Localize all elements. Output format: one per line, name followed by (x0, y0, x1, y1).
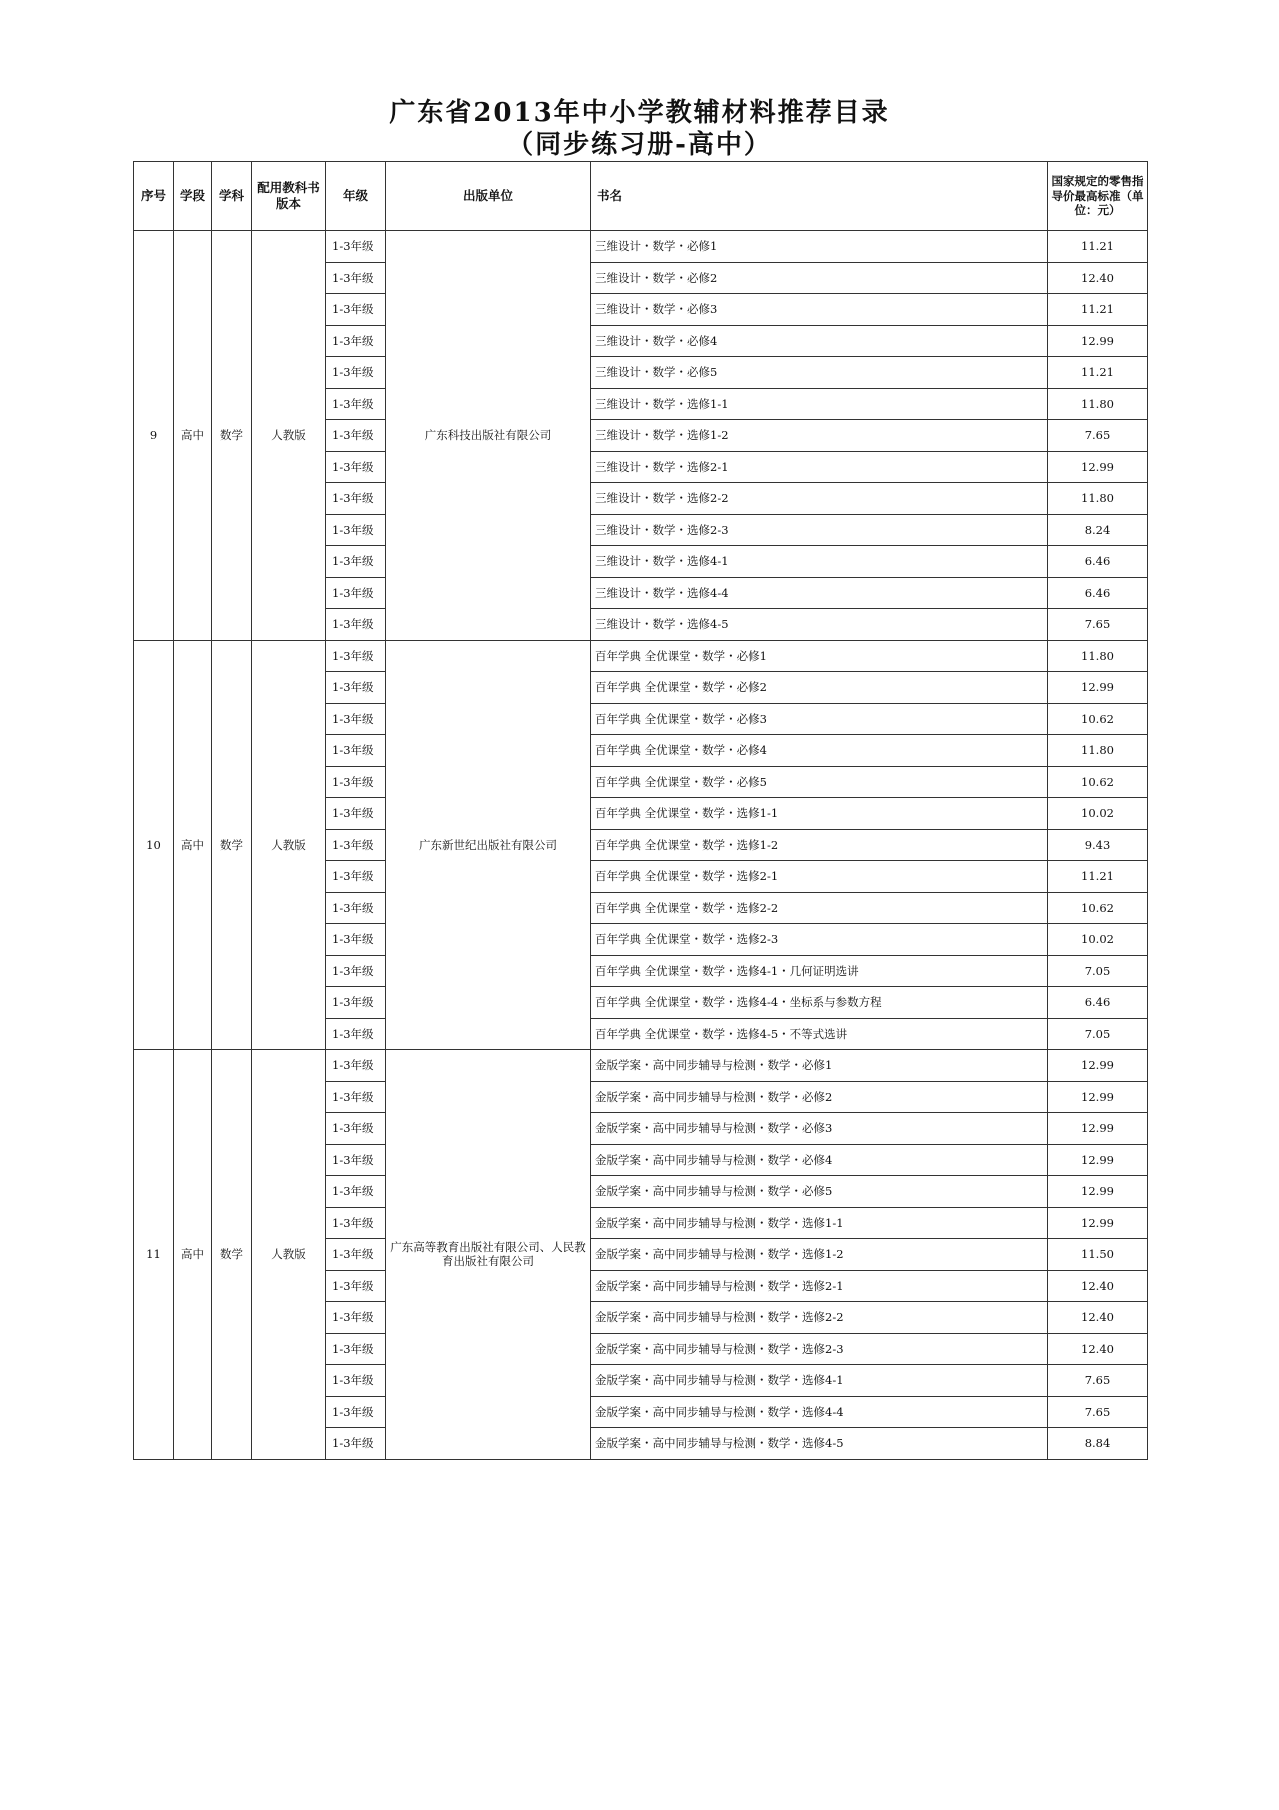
book-title-cell: 三维设计・数学・必修1 (591, 231, 1048, 263)
seq-cell: 11 (134, 1050, 174, 1460)
header-book: 书名 (591, 162, 1048, 231)
grade-cell: 1-3年级 (326, 1239, 386, 1271)
price-cell: 6.46 (1048, 546, 1148, 578)
price-cell: 6.46 (1048, 577, 1148, 609)
book-title-cell: 金版学案・高中同步辅导与检测・数学・必修1 (591, 1050, 1048, 1082)
header-seq: 序号 (134, 162, 174, 231)
book-title-cell: 百年学典 全优课堂・数学・必修5 (591, 766, 1048, 798)
grade-cell: 1-3年级 (326, 577, 386, 609)
grade-cell: 1-3年级 (326, 735, 386, 767)
grade-cell: 1-3年级 (326, 262, 386, 294)
header-publisher: 出版单位 (386, 162, 591, 231)
book-title-cell: 金版学案・高中同步辅导与检测・数学・必修2 (591, 1081, 1048, 1113)
book-title-cell: 三维设计・数学・必修2 (591, 262, 1048, 294)
grade-cell: 1-3年级 (326, 1113, 386, 1145)
grade-cell: 1-3年级 (326, 672, 386, 704)
header-edition: 配用教科书版本 (252, 162, 326, 231)
grade-cell: 1-3年级 (326, 514, 386, 546)
price-cell: 10.62 (1048, 766, 1148, 798)
book-title-cell: 金版学案・高中同步辅导与检测・数学・选修1-2 (591, 1239, 1048, 1271)
subject-cell: 数学 (212, 1050, 252, 1460)
grade-cell: 1-3年级 (326, 1081, 386, 1113)
book-title-cell: 百年学典 全优课堂・数学・选修1-2 (591, 829, 1048, 861)
grade-cell: 1-3年级 (326, 987, 386, 1019)
price-cell: 7.05 (1048, 955, 1148, 987)
book-title-cell: 百年学典 全优课堂・数学・必修1 (591, 640, 1048, 672)
price-cell: 6.46 (1048, 987, 1148, 1019)
book-title-cell: 百年学典 全优课堂・数学・选修2-2 (591, 892, 1048, 924)
price-cell: 11.21 (1048, 294, 1148, 326)
table-row (134, 1050, 1148, 1082)
book-title-cell: 百年学典 全优课堂・数学・选修2-3 (591, 924, 1048, 956)
header-stage: 学段 (174, 162, 212, 231)
table-row (134, 640, 1148, 672)
price-cell: 11.21 (1048, 231, 1148, 263)
document-title: 广东省2013年中小学教辅材料推荐目录 (389, 98, 890, 128)
price-cell: 10.02 (1048, 924, 1148, 956)
price-cell: 12.40 (1048, 262, 1148, 294)
book-title-cell: 金版学案・高中同步辅导与检测・数学・选修2-2 (591, 1302, 1048, 1334)
grade-cell: 1-3年级 (326, 1302, 386, 1334)
grade-cell: 1-3年级 (326, 294, 386, 326)
price-cell: 7.65 (1048, 420, 1148, 452)
edition-cell: 人教版 (252, 640, 326, 1050)
stage-cell: 高中 (174, 1050, 212, 1460)
grade-cell: 1-3年级 (326, 1050, 386, 1082)
book-title-cell: 三维设计・数学・选修2-2 (591, 483, 1048, 515)
book-title-cell: 金版学案・高中同步辅导与检测・数学・选修4-1 (591, 1365, 1048, 1397)
price-cell: 11.80 (1048, 483, 1148, 515)
grade-cell: 1-3年级 (326, 1270, 386, 1302)
book-title-cell: 金版学案・高中同步辅导与检测・数学・选修4-5 (591, 1428, 1048, 1460)
price-cell: 11.21 (1048, 357, 1148, 389)
price-cell: 11.80 (1048, 735, 1148, 767)
stage-cell: 高中 (174, 640, 212, 1050)
price-cell: 11.80 (1048, 388, 1148, 420)
price-cell: 12.99 (1048, 1113, 1148, 1145)
grade-cell: 1-3年级 (326, 420, 386, 452)
price-cell: 10.62 (1048, 703, 1148, 735)
grade-cell: 1-3年级 (326, 1428, 386, 1460)
grade-cell: 1-3年级 (326, 1333, 386, 1365)
book-title-cell: 金版学案・高中同步辅导与检测・数学・选修2-3 (591, 1333, 1048, 1365)
header-subject: 学科 (212, 162, 252, 231)
publisher-cell: 广东科技出版社有限公司 (386, 231, 591, 641)
table-row (134, 231, 1148, 263)
grade-cell: 1-3年级 (326, 829, 386, 861)
book-title-cell: 三维设计・数学・选修2-3 (591, 514, 1048, 546)
book-title-cell: 三维设计・数学・选修4-4 (591, 577, 1048, 609)
price-cell: 12.99 (1048, 1176, 1148, 1208)
edition-cell: 人教版 (252, 1050, 326, 1460)
subject-cell: 数学 (212, 640, 252, 1050)
grade-cell: 1-3年级 (326, 798, 386, 830)
book-title-cell: 金版学案・高中同步辅导与检测・数学・必修5 (591, 1176, 1048, 1208)
price-cell: 11.80 (1048, 640, 1148, 672)
grade-cell: 1-3年级 (326, 388, 386, 420)
price-cell: 8.84 (1048, 1428, 1148, 1460)
price-cell: 11.50 (1048, 1239, 1148, 1271)
book-title-cell: 百年学典 全优课堂・数学・选修1-1 (591, 798, 1048, 830)
price-cell: 12.99 (1048, 1207, 1148, 1239)
book-title-cell: 百年学典 全优课堂・数学・必修2 (591, 672, 1048, 704)
grade-cell: 1-3年级 (326, 609, 386, 641)
stage-cell: 高中 (174, 231, 212, 641)
book-title-cell: 百年学典 全优课堂・数学・必修3 (591, 703, 1048, 735)
edition-cell: 人教版 (252, 231, 326, 641)
price-cell: 12.99 (1048, 325, 1148, 357)
price-cell: 8.24 (1048, 514, 1148, 546)
price-cell: 10.62 (1048, 892, 1148, 924)
book-title-cell: 百年学典 全优课堂・数学・必修4 (591, 735, 1048, 767)
grade-cell: 1-3年级 (326, 1018, 386, 1050)
book-title-cell: 三维设计・数学・选修2-1 (591, 451, 1048, 483)
price-cell: 12.99 (1048, 1144, 1148, 1176)
price-cell: 9.43 (1048, 829, 1148, 861)
book-title-cell: 三维设计・数学・必修5 (591, 357, 1048, 389)
seq-cell: 10 (134, 640, 174, 1050)
grade-cell: 1-3年级 (326, 1176, 386, 1208)
price-cell: 7.05 (1048, 1018, 1148, 1050)
book-title-cell: 三维设计・数学・必修4 (591, 325, 1048, 357)
grade-cell: 1-3年级 (326, 1207, 386, 1239)
grade-cell: 1-3年级 (326, 546, 386, 578)
table-body (134, 231, 1148, 1460)
grade-cell: 1-3年级 (326, 451, 386, 483)
grade-cell: 1-3年级 (326, 703, 386, 735)
book-title-cell: 金版学案・高中同步辅导与检测・数学・选修2-1 (591, 1270, 1048, 1302)
book-title-cell: 百年学典 全优课堂・数学・选修4-1・几何证明选讲 (591, 955, 1048, 987)
table-header-row (134, 162, 1148, 231)
grade-cell: 1-3年级 (326, 1365, 386, 1397)
header-grade: 年级 (326, 162, 386, 231)
grade-cell: 1-3年级 (326, 1144, 386, 1176)
header-price: 国家规定的零售指导价最高标准（单位：元） (1048, 162, 1148, 231)
book-title-cell: 三维设计・数学・选修1-1 (591, 388, 1048, 420)
price-cell: 7.65 (1048, 1365, 1148, 1397)
book-title-cell: 金版学案・高中同步辅导与检测・数学・选修4-4 (591, 1396, 1048, 1428)
grade-cell: 1-3年级 (326, 325, 386, 357)
grade-cell: 1-3年级 (326, 955, 386, 987)
grade-cell: 1-3年级 (326, 924, 386, 956)
grade-cell: 1-3年级 (326, 231, 386, 263)
book-title-cell: 三维设计・数学・选修4-5 (591, 609, 1048, 641)
price-cell: 12.99 (1048, 1050, 1148, 1082)
book-title-cell: 金版学案・高中同步辅导与检测・数学・必修4 (591, 1144, 1048, 1176)
book-title-cell: 百年学典 全优课堂・数学・选修4-4・坐标系与参数方程 (591, 987, 1048, 1019)
book-title-cell: 三维设计・数学・选修4-1 (591, 546, 1048, 578)
book-title-cell: 百年学典 全优课堂・数学・选修4-5・不等式选讲 (591, 1018, 1048, 1050)
catalog-table (133, 161, 1148, 1460)
price-cell: 7.65 (1048, 609, 1148, 641)
seq-cell: 9 (134, 231, 174, 641)
subject-cell: 数学 (212, 231, 252, 641)
price-cell: 12.40 (1048, 1302, 1148, 1334)
publisher-cell: 广东高等教育出版社有限公司、人民教育出版社有限公司 (386, 1050, 591, 1460)
price-cell: 12.40 (1048, 1333, 1148, 1365)
price-cell: 10.02 (1048, 798, 1148, 830)
book-title-cell: 金版学案・高中同步辅导与检测・数学・选修1-1 (591, 1207, 1048, 1239)
grade-cell: 1-3年级 (326, 861, 386, 893)
price-cell: 12.99 (1048, 451, 1148, 483)
document-subtitle: （同步练习册-高中） (507, 130, 772, 160)
price-cell: 12.99 (1048, 1081, 1148, 1113)
grade-cell: 1-3年级 (326, 766, 386, 798)
book-title-cell: 三维设计・数学・选修1-2 (591, 420, 1048, 452)
grade-cell: 1-3年级 (326, 483, 386, 515)
grade-cell: 1-3年级 (326, 892, 386, 924)
publisher-cell: 广东新世纪出版社有限公司 (386, 640, 591, 1050)
price-cell: 11.21 (1048, 861, 1148, 893)
book-title-cell: 三维设计・数学・必修3 (591, 294, 1048, 326)
price-cell: 12.99 (1048, 672, 1148, 704)
grade-cell: 1-3年级 (326, 1396, 386, 1428)
book-title-cell: 百年学典 全优课堂・数学・选修2-1 (591, 861, 1048, 893)
book-title-cell: 金版学案・高中同步辅导与检测・数学・必修3 (591, 1113, 1048, 1145)
grade-cell: 1-3年级 (326, 640, 386, 672)
price-cell: 12.40 (1048, 1270, 1148, 1302)
grade-cell: 1-3年级 (326, 357, 386, 389)
price-cell: 7.65 (1048, 1396, 1148, 1428)
